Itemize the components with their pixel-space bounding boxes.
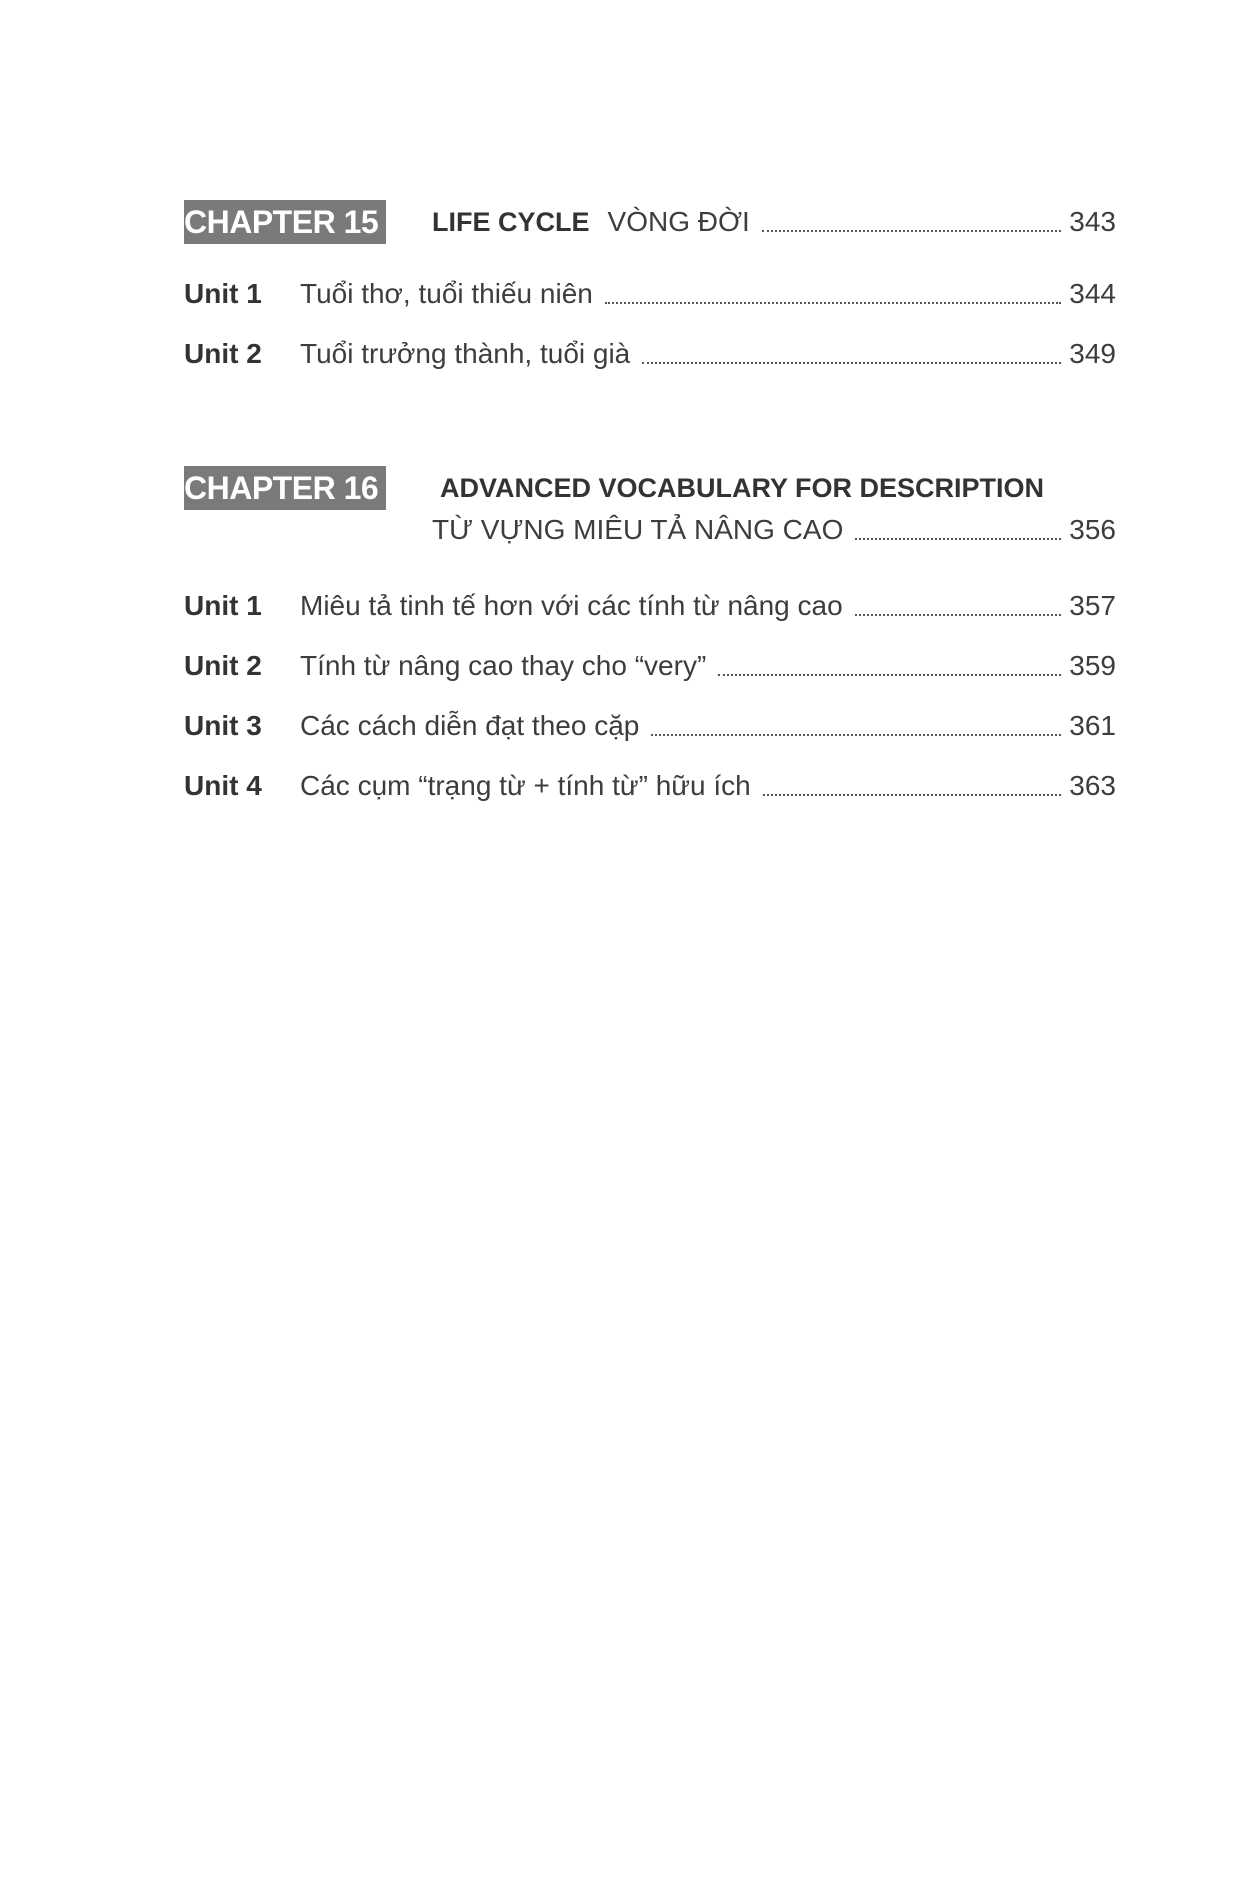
toc-unit-entry[interactable] [184,644,1116,688]
unit-title: Tuổi trưởng thành, tuổi già [300,338,631,369]
toc-unit-entry[interactable] [184,584,1116,628]
unit-title: Các cụm “trạng từ + tính từ” hữu ích [300,770,751,801]
unit-page-number: 349 [1069,338,1116,369]
chapter-heading [184,466,1116,545]
unit-page-number: 363 [1069,770,1116,801]
chapter-title-en: ADVANCED VOCABULARY FOR DESCRIPTION [440,473,1045,503]
chapter-title-vi: TỪ VỰNG MIÊU TẢ NÂNG CAO [432,514,844,545]
unit-page-number: 359 [1069,650,1116,681]
unit-page-number: 357 [1069,590,1116,621]
unit-title: Tính từ nâng cao thay cho “very” [300,650,707,681]
unit-page-number: 361 [1069,710,1116,741]
dot-leader [855,538,1061,540]
chapter-title-line [432,200,1116,244]
chapter-page-number: 343 [1069,206,1116,237]
chapter-badge: CHAPTER 16 [184,466,386,510]
chapter-heading [184,200,1116,244]
dot-leader [762,230,1062,232]
dot-leader [642,362,1061,364]
unit-title: Tuổi thơ, tuổi thiếu niên [300,278,593,309]
dot-leader [855,614,1062,616]
unit-title: Miêu tả tinh tế hơn với các tính từ nâng cao [300,590,843,621]
unit-list [184,584,1116,824]
dot-leader [718,674,1061,676]
unit-label: Unit 2 [184,338,262,369]
dot-leader [763,794,1062,796]
unit-label: Unit 1 [184,590,262,621]
dot-leader [605,302,1061,304]
dot-leader [651,734,1061,736]
toc-unit-entry[interactable] [184,272,1116,316]
unit-label: Unit 2 [184,650,262,681]
unit-label: Unit 3 [184,710,262,741]
toc-unit-entry[interactable] [184,332,1116,376]
unit-page-number: 344 [1069,278,1116,309]
chapter-badge: CHAPTER 15 [184,200,386,244]
unit-label: Unit 4 [184,770,262,801]
chapter-title-vi: VÒNG ĐỜI [607,206,750,237]
chapter-15-section [184,200,1116,369]
chapter-title-line [432,508,1116,552]
unit-label: Unit 1 [184,278,262,309]
chapter-title-en: LIFE CYCLE [432,206,590,237]
unit-title: Các cách diễn đạt theo cặp [300,710,640,741]
toc-unit-entry[interactable] [184,764,1116,808]
toc-unit-entry[interactable] [184,704,1116,748]
unit-list [184,272,1116,392]
chapter-16-section [184,466,1116,801]
chapter-page-number: 356 [1069,514,1116,545]
